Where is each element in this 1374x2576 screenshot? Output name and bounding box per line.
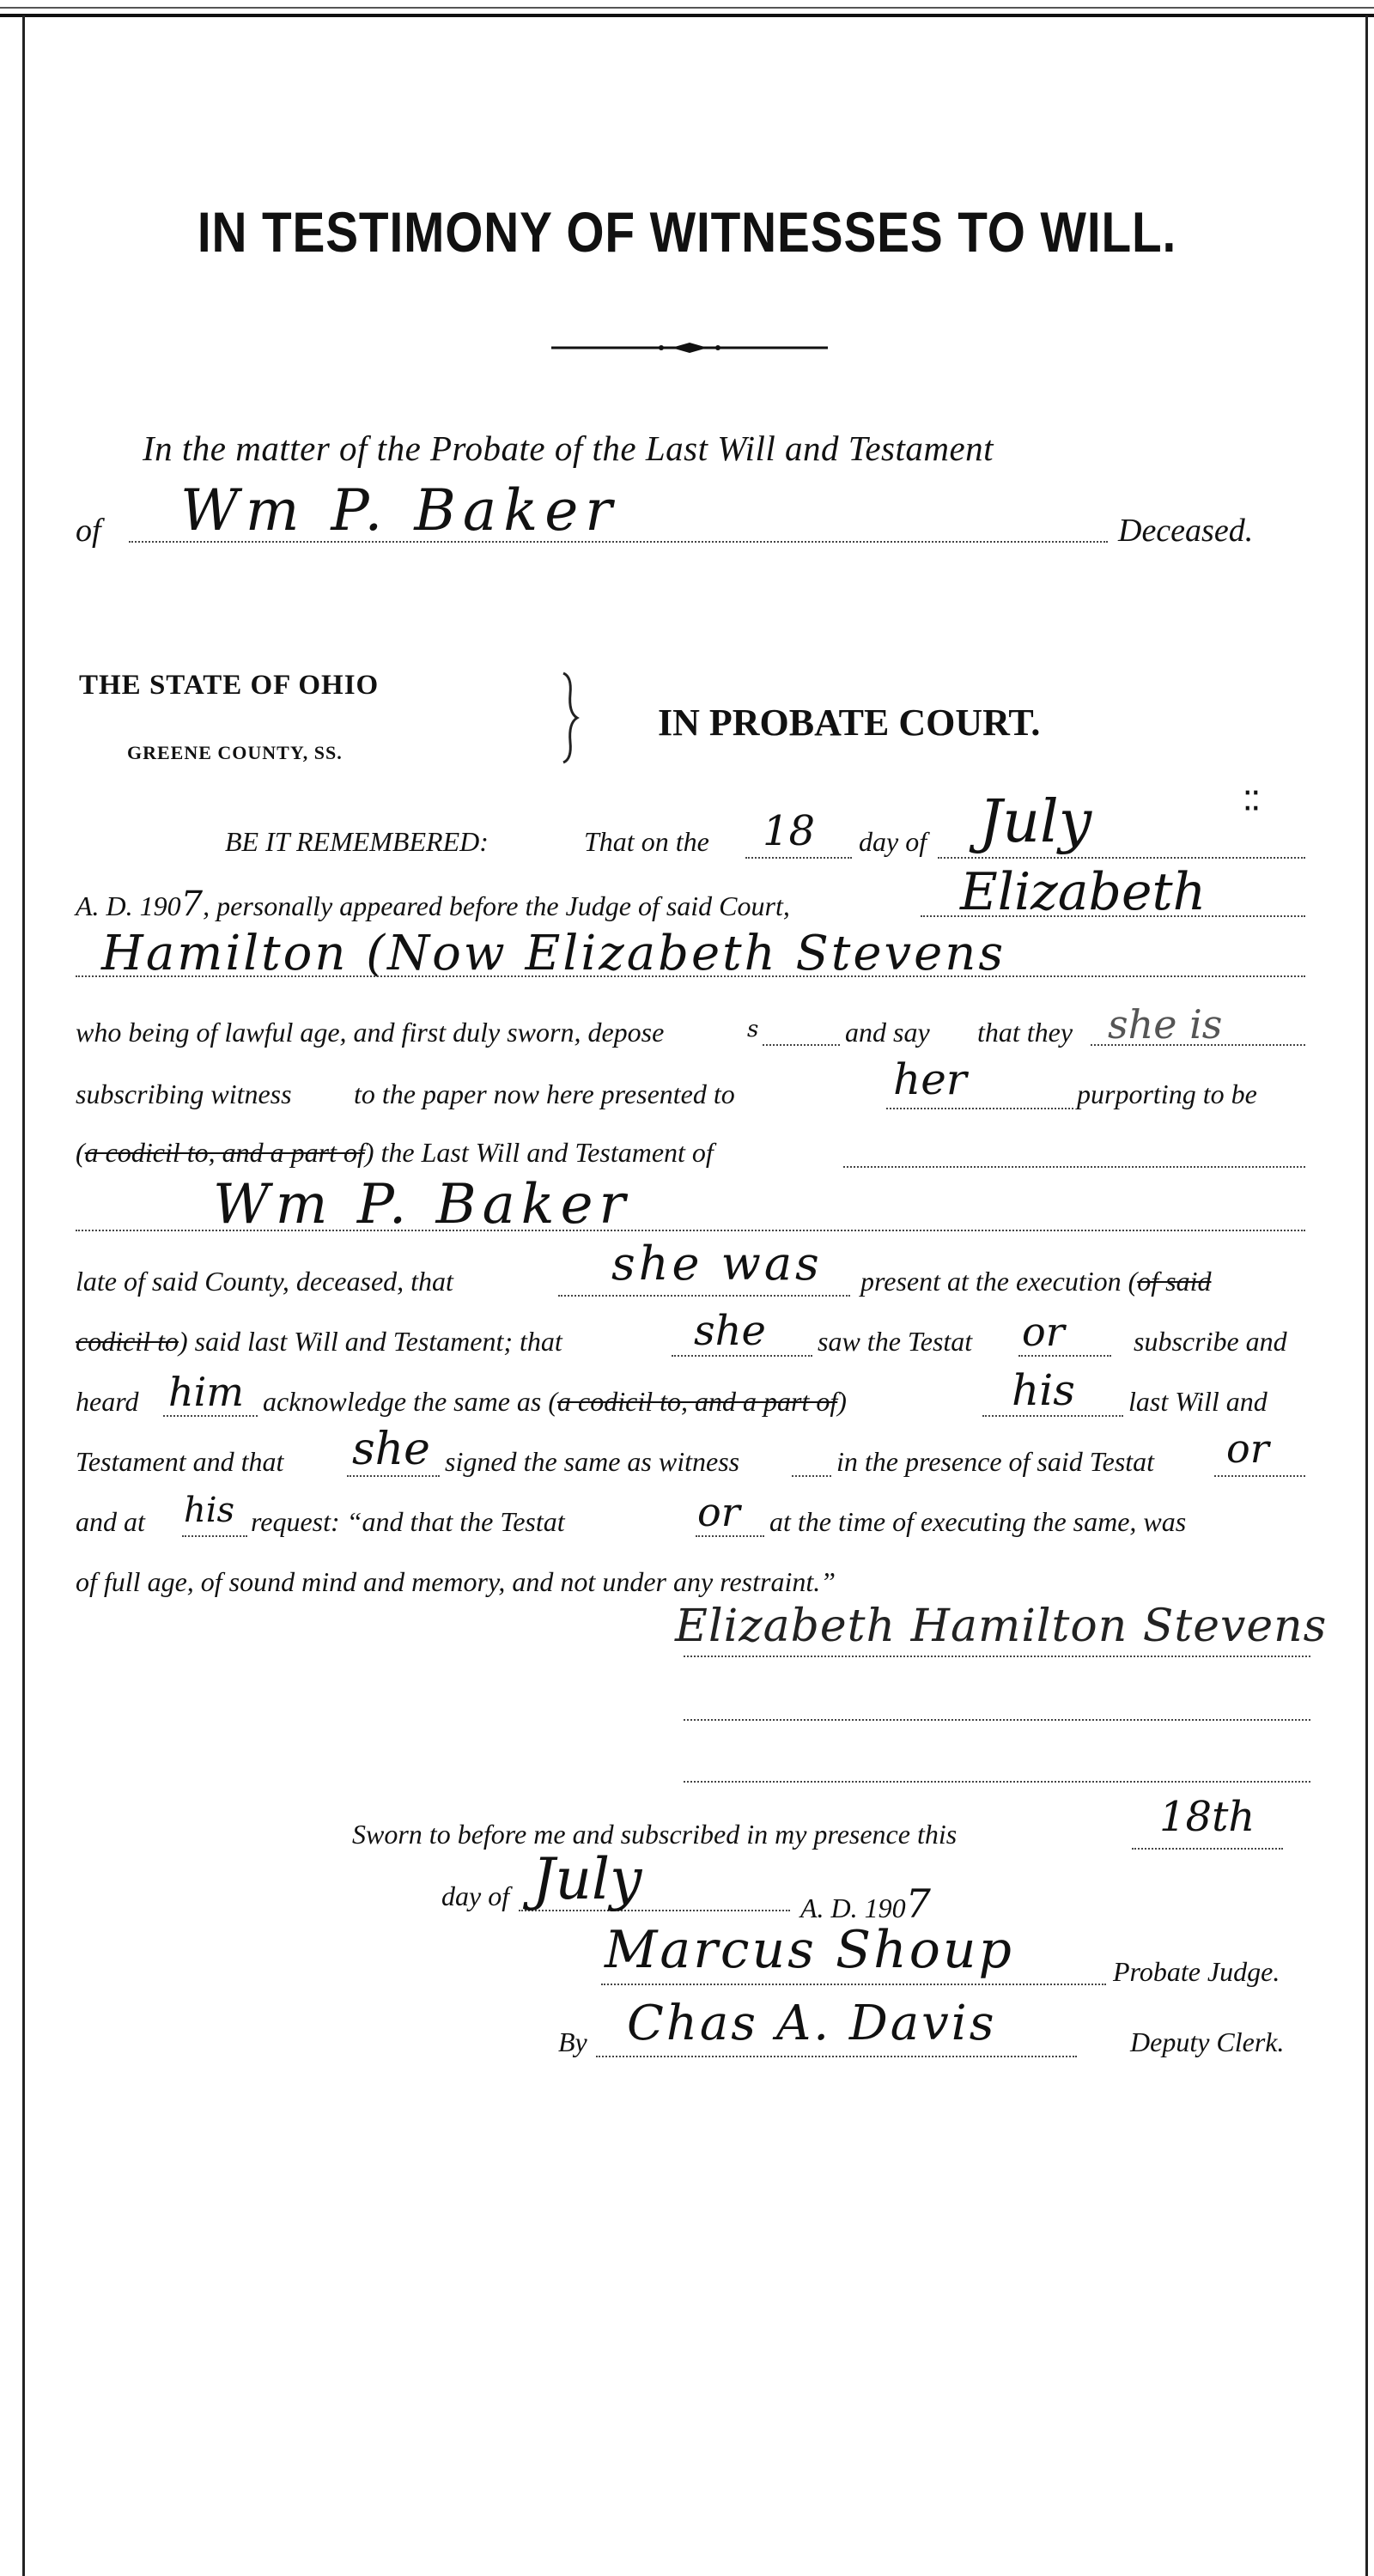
day-number: 18 <box>763 807 816 855</box>
was-present-line <box>558 1295 850 1297</box>
county-label: GREENE COUNTY, SS. <box>127 742 343 763</box>
late-of-label: late of said County, deceased, that <box>76 1266 453 1297</box>
of-said-strike: of said <box>1137 1266 1212 1297</box>
full-age-text: of full age, of sound mind and memory, and not under any restraint.” <box>76 1566 836 1597</box>
presented-to: her <box>893 1054 967 1104</box>
witness-signature: Elizabeth Hamilton Stevens <box>675 1601 1328 1652</box>
saw-testat-label: saw the Testat <box>818 1326 973 1357</box>
presented-to-line <box>886 1108 1073 1109</box>
by-label: By <box>558 2026 587 2057</box>
state-label: THE STATE OF OHIO <box>79 670 380 701</box>
state-brace <box>560 671 582 764</box>
codicil-to-line <box>76 1326 562 1358</box>
signed-same-label: signed the same as witness <box>445 1446 740 1477</box>
appeared-text: , personally appeared before the Judge of said Court, <box>203 890 790 921</box>
testat-suffix-line-1 <box>1018 1355 1111 1357</box>
depose-line <box>763 1044 840 1046</box>
testat-suffix-2: or <box>1226 1425 1269 1472</box>
acknowledge-line <box>263 1386 847 1418</box>
sworn-text: Sworn to before me and subscribed in my presence this <box>352 1819 958 1850</box>
judge-signature: Marcus Shoup <box>605 1920 1014 1980</box>
his-2: his <box>184 1491 235 1530</box>
him: him <box>168 1369 244 1415</box>
was-present: she was <box>611 1236 823 1291</box>
acknowledge-text: acknowledge the same as ( <box>263 1386 558 1417</box>
month-line <box>938 857 1305 859</box>
clerk-label: Deputy Clerk. <box>1130 2026 1285 2057</box>
ack-close: ) <box>837 1386 847 1417</box>
him-line <box>163 1415 258 1417</box>
sworn-ad-prefix: A. D. 190 <box>800 1893 906 1923</box>
sworn-day-of-label: day of <box>441 1880 510 1911</box>
sworn-day: 18th <box>1159 1793 1255 1841</box>
to-paper-label: to the paper now here presented to <box>354 1078 735 1109</box>
testat-suffix-line-3 <box>696 1535 764 1537</box>
signature-line-1 <box>684 1656 1310 1657</box>
witness-suffix-line <box>792 1475 831 1477</box>
corner-mark: ⁚⁚ <box>1243 787 1261 816</box>
testat-suffix-3: or <box>697 1489 740 1535</box>
at-time-label: at the time of executing the same, was <box>769 1506 1187 1537</box>
she-line-2 <box>347 1475 440 1477</box>
and-at-label: and at <box>76 1506 145 1537</box>
remembered-label: BE IT REMEMBERED: <box>225 826 489 857</box>
his-line-2 <box>182 1535 247 1537</box>
purporting-label: purporting to be <box>1077 1078 1257 1109</box>
deceased-label: Deceased. <box>1118 513 1254 549</box>
codicil-close: ) the Last Will and Testament of <box>364 1137 714 1168</box>
that-on-the: That on the <box>584 826 709 857</box>
court-label: IN PROBATE COURT. <box>658 702 1041 744</box>
sworn-year-digit: 7 <box>905 1880 931 1927</box>
his-line <box>982 1415 1123 1417</box>
right-border <box>1365 15 1368 2576</box>
ad-year-digit: 7 <box>180 884 204 924</box>
present-exec-text: present at the execution ( <box>860 1266 1138 1297</box>
testat-suffix-1: or <box>1022 1309 1065 1355</box>
request-label: request: “and that the Testat <box>251 1506 565 1537</box>
sworn-month: July <box>532 1846 642 1912</box>
testator-line-1 <box>843 1166 1305 1168</box>
testator-name: Wm P. Baker <box>213 1173 632 1236</box>
they-fill: she is <box>1108 1001 1223 1048</box>
witness-first-name: Elizabeth <box>960 862 1207 922</box>
judge-line <box>601 1984 1106 1985</box>
day-line <box>745 857 852 859</box>
clerk-line <box>596 2056 1077 2057</box>
subscribe-and-label: subscribe and <box>1134 1326 1287 1357</box>
she-1: she <box>694 1307 766 1355</box>
testat-suffix-line-2 <box>1214 1475 1305 1477</box>
witness-rest-name: Hamilton (Now Elizabeth Stevens <box>101 926 1006 981</box>
signature-line-3 <box>684 1781 1310 1783</box>
month: July <box>979 788 1092 856</box>
of-label: of <box>76 513 101 549</box>
signature-line-2 <box>684 1719 1310 1721</box>
deceased-name: Wm P. Baker <box>180 477 619 544</box>
document-title: IN TESTIMONY OF WITNESSES TO WILL. <box>197 200 1177 264</box>
ad-label <box>76 884 790 924</box>
said-last-text: ) said last Will and Testament; that <box>178 1326 562 1357</box>
subscribing-label: subscribing witness <box>76 1078 292 1109</box>
lawful-age-text: who being of lawful age, and first duly sworn, depose <box>76 1017 665 1048</box>
judge-label: Probate Judge. <box>1113 1956 1280 1987</box>
codicil-to-strike: codicil to <box>76 1326 179 1357</box>
top-rule-thin <box>0 7 1374 9</box>
clerk-signature: Chas A. Davis <box>627 1996 997 2051</box>
ad-prefix: A. D. 190 <box>76 890 181 921</box>
matter-line: In the matter of the Probate of the Last Will and Testament <box>143 428 994 468</box>
codicil-open: ( <box>76 1137 85 1168</box>
codicil-line <box>76 1137 714 1169</box>
depose-suffix: s <box>747 1017 759 1042</box>
testament-and-that-label: Testament and that <box>76 1446 284 1477</box>
sworn-day-line <box>1132 1848 1283 1850</box>
left-border <box>22 15 25 2576</box>
in-presence-label: in the presence of said Testat <box>836 1446 1155 1477</box>
codicil-strike-2: a codicil to, and a part of <box>557 1386 838 1417</box>
heard-label: heard <box>76 1386 139 1417</box>
title-ornament <box>551 342 828 354</box>
that-they-label: that they <box>977 1017 1073 1048</box>
day-of-label: day of <box>859 826 927 857</box>
and-say-label: and say <box>845 1017 930 1048</box>
last-will-and-label: last Will and <box>1128 1386 1268 1417</box>
she-2: she <box>352 1424 430 1475</box>
top-rule <box>0 14 1374 17</box>
his: his <box>1012 1365 1075 1415</box>
codicil-strike: a codicil to, and a part of <box>84 1137 365 1168</box>
present-exec-line <box>860 1266 1211 1297</box>
she-line-1 <box>672 1355 812 1357</box>
